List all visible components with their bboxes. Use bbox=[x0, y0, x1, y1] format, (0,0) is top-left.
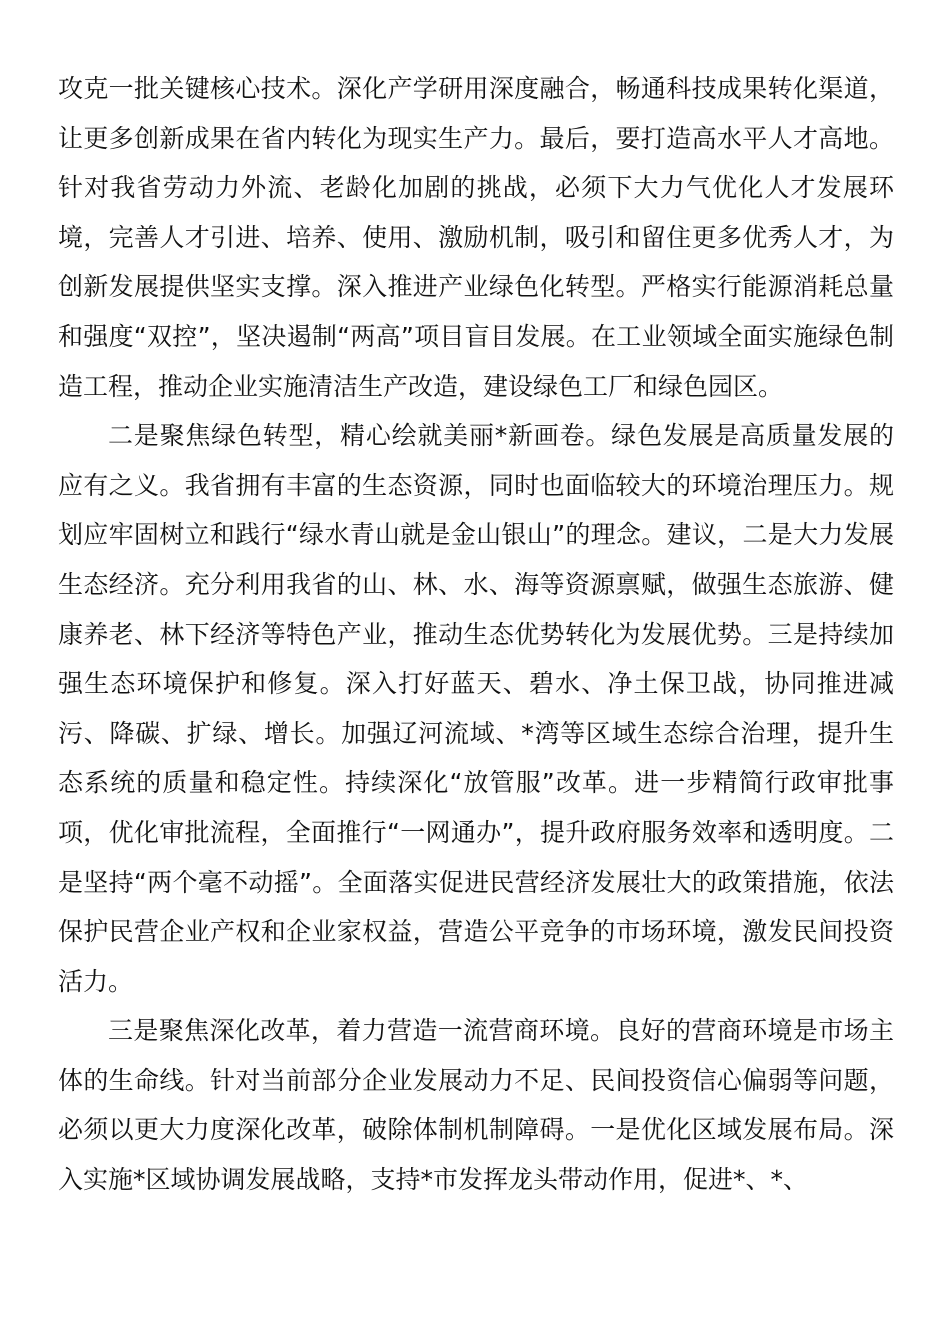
document-page bbox=[58, 64, 894, 1205]
paragraph-1: 攻克一批关键核心技术。深化产学研用深度融合，畅通科技成果转化渠道，让更多创新成果在省内转化为现实生产力。最后，要打造高水平人才高地。针对我省劳动力外流、老龄化加剧的挑战，必须下大力气优化人才发展环境，完善人才引进、培养、使用、激励机制，吸引和留住更多优秀人才，为创新发展提供坚实支撑。深入推进产业绿色化转型。严格实行能源消耗总量和强度“双控”，坚决遏制“两高”项目盲目发展。在工业领域全面实施绿色制造工程，推动企业实施清洁生产改造，建设绿色工厂和绿色园区。 bbox=[58, 74, 894, 401]
paragraph-3: 三是聚焦深化改革，着力营造一流营商环境。良好的营商环境是市场主体的生命线。针对当前部分企业发展动力不足、民间投资信心偏弱等问题，必须以更大力度深化改革，破除体制机制障碍。一是优化区域发展布局。深入实施*区域协调发展战略，支持*市发挥龙头带动作用，促进*、*、 bbox=[58, 1016, 894, 1195]
paragraph-2: 二是聚焦绿色转型，精心绘就美丽*新画卷。绿色发展是高质量发展的应有之义。我省拥有丰富的生态资源，同时也面临较大的环境治理压力。规划应牢固树立和践行“绿水青山就是金山银山”的理念。建议，二是大力发展生态经济。充分利用我省的山、林、水、海等资源禀赋，做强生态旅游、健康养老、林下经济等特色产业，推动生态优势转化为发展优势。三是持续加强生态环境保护和修复。深入打好蓝天、碧水、净土保卫战，协同推进减污、降碳、扩绿、增长。加强辽河流域、*湾等区域生态综合治理，提升生态系统的质量和稳定性。持续深化“放管服”改革。进一步精简行政审批事项，优化审批流程，全面推行“一网通办”，提升政府服务效率和透明度。二是坚持“两个毫不动摇”。全面落实促进民营经济发展壮大的政策措施，依法保护民营企业产权和企业家权益，营造公平竞争的市场环境，激发民间投资活力。 bbox=[58, 421, 894, 996]
